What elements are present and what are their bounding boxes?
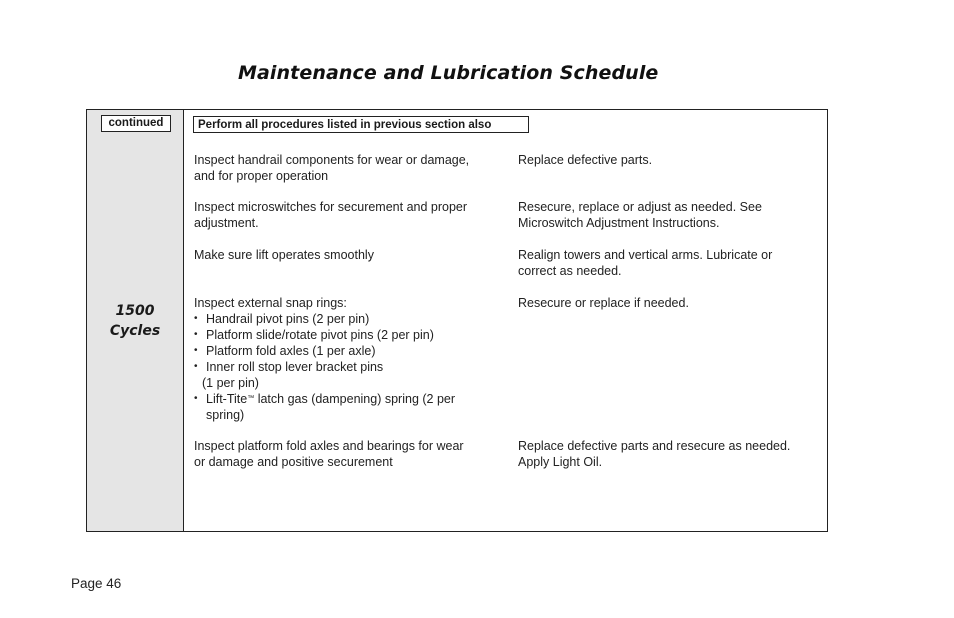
trademark-symbol: ™ xyxy=(247,395,255,402)
procedure-line: and for proper operation xyxy=(194,169,329,183)
action-line: Replace defective parts. xyxy=(518,153,653,167)
interval-label xyxy=(87,301,183,341)
procedure-line: Inspect external snap rings: xyxy=(194,296,347,310)
action-line: Resecure or replace if needed. xyxy=(518,296,689,310)
list-item-continuation: (1 per pin) xyxy=(202,376,259,390)
action-line: Apply Light Oil. xyxy=(518,455,603,469)
action-line: Replace defective parts and resecure as needed. xyxy=(518,439,791,453)
procedure-line: Inspect microswitches for securement and proper xyxy=(194,200,468,214)
snap-ring-list xyxy=(194,311,494,423)
action-cell xyxy=(518,295,818,311)
procedure-line: adjustment. xyxy=(194,216,259,230)
schedule-table xyxy=(86,109,828,532)
continued-label: continued xyxy=(101,115,171,132)
procedure-cell xyxy=(194,438,494,470)
procedure-line: Make sure lift operates smoothly xyxy=(194,248,374,262)
action-cell xyxy=(518,247,818,279)
action-line: correct as needed. xyxy=(518,264,622,278)
section-header: Perform all procedures listed in previous section also xyxy=(193,116,529,133)
page-number: Page 46 xyxy=(71,576,122,591)
action-cell xyxy=(518,152,818,168)
lift-tite-name: Lift-Tite xyxy=(206,392,248,406)
action-cell xyxy=(518,438,818,470)
list-item-continuation: spring) xyxy=(206,408,245,422)
procedure-cell xyxy=(194,152,494,184)
procedure-cell xyxy=(194,247,494,263)
action-line: Resecure, replace or adjust as needed. See xyxy=(518,200,762,214)
interval-column xyxy=(87,110,184,531)
list-item: • Handrail pivot pins (2 per pin) xyxy=(194,311,494,327)
procedure-line: or damage and positive securement xyxy=(194,455,393,469)
procedure-line: Inspect platform fold axles and bearings for wear xyxy=(194,439,464,453)
list-item xyxy=(194,391,494,407)
list-item: • Platform fold axles (1 per axle) xyxy=(194,343,494,359)
list-item: • Inner roll stop lever bracket pins xyxy=(194,359,494,375)
procedure-cell xyxy=(194,295,494,423)
procedure-line: Inspect handrail components for wear or damage, xyxy=(194,153,470,167)
interval-cycles-count: 1500 xyxy=(115,303,155,319)
procedure-cell xyxy=(194,199,494,231)
list-item: • Platform slide/rotate pivot pins (2 per pin) xyxy=(194,327,494,343)
page-title: Maintenance and Lubrication Schedule xyxy=(238,62,659,84)
action-line: Microswitch Adjustment Instructions. xyxy=(518,216,720,230)
action-cell xyxy=(518,199,818,231)
interval-cycles-unit: Cycles xyxy=(109,323,161,339)
action-line: Realign towers and vertical arms. Lubricate or xyxy=(518,248,773,262)
lift-tite-detail: latch gas (dampening) spring (2 per xyxy=(254,392,456,406)
